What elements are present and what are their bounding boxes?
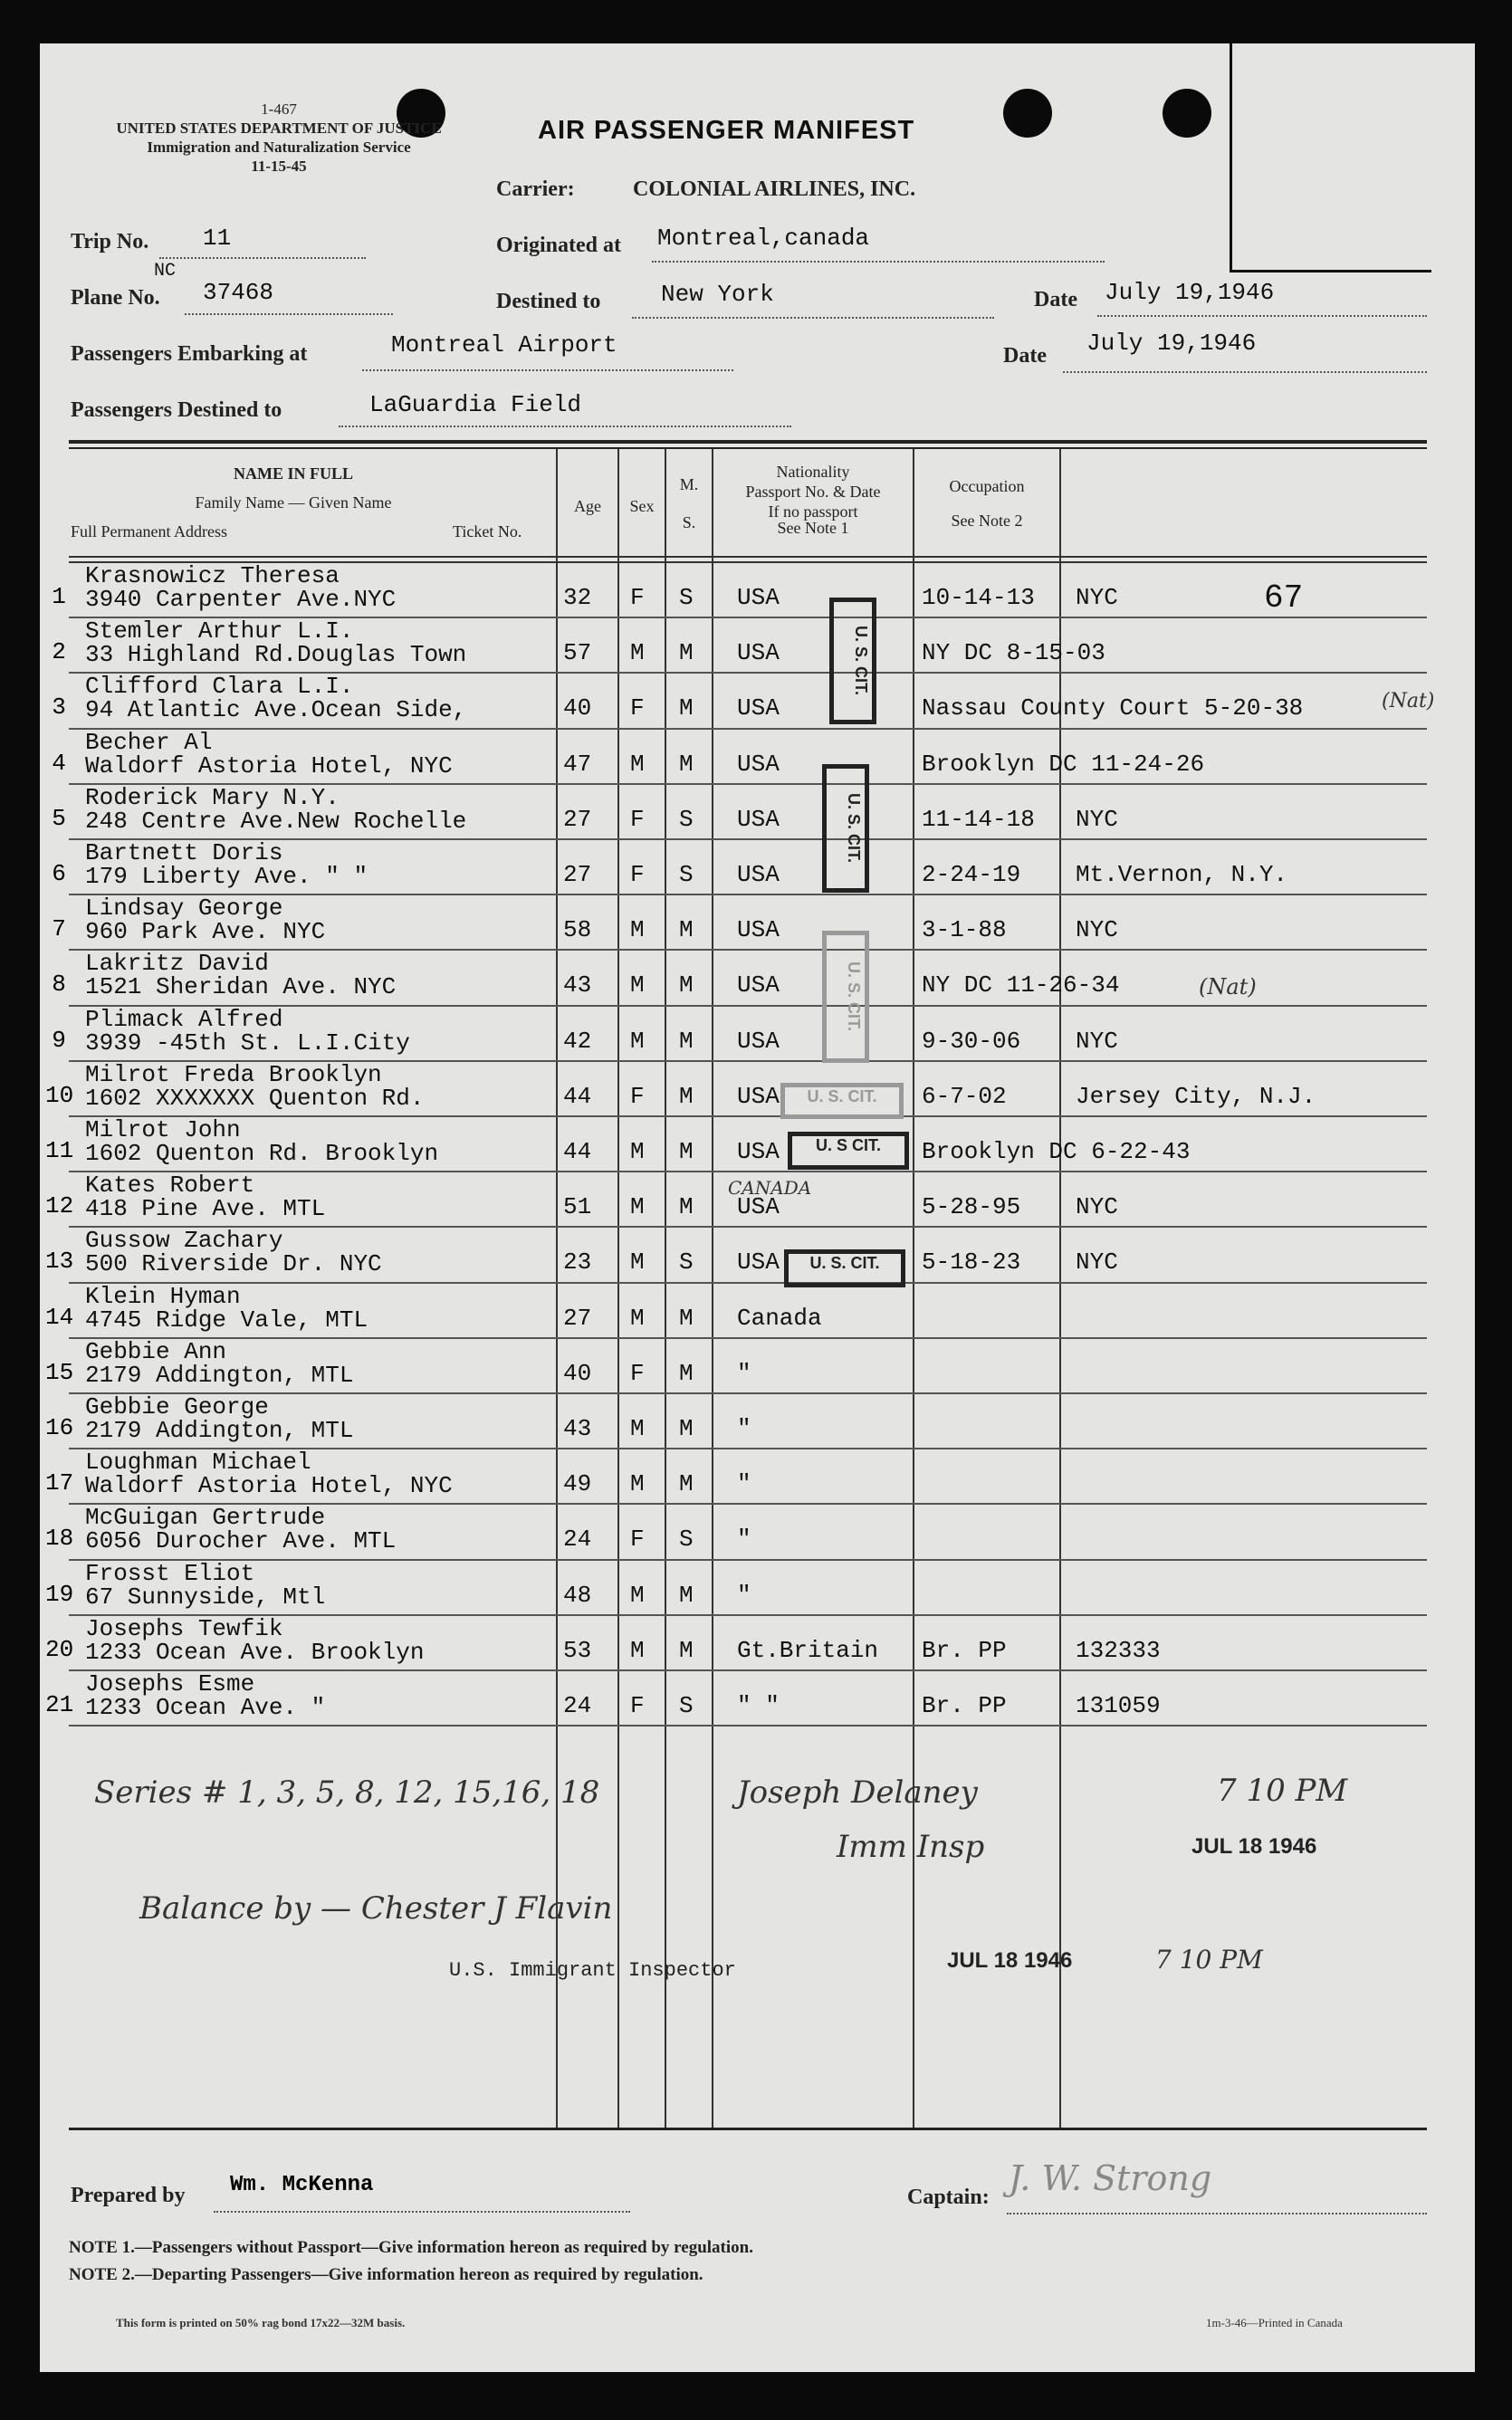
passenger-address: 33 Highland Rd.Douglas Town bbox=[85, 641, 467, 669]
passenger-occupation: Brooklyn DC 11-24-26 bbox=[922, 750, 1205, 778]
passenger-occupation: 6-7-02 bbox=[922, 1082, 1007, 1110]
destined-pass-label: Passengers Destined to bbox=[71, 398, 282, 422]
passenger-address: 960 Park Ave. NYC bbox=[85, 918, 326, 946]
passenger-marital-status: M bbox=[679, 639, 694, 667]
canada-correction: CANADA bbox=[728, 1177, 812, 1199]
table-bottom-border bbox=[69, 2128, 1427, 2130]
inspector-label: U.S. Immigrant Inspector bbox=[449, 1959, 736, 1982]
passenger-nationality: USA bbox=[737, 1082, 780, 1110]
hdr-name-sub: Family Name — Given Name bbox=[195, 493, 392, 512]
row-divider bbox=[69, 949, 1427, 951]
passenger-address: Waldorf Astoria Hotel, NYC bbox=[85, 1472, 453, 1500]
passenger-marital-status: M bbox=[679, 750, 694, 778]
passenger-age: 40 bbox=[563, 1359, 592, 1387]
passenger-name: Loughman Michael bbox=[85, 1449, 311, 1477]
passenger-name: Klein Hyman bbox=[85, 1282, 241, 1310]
passenger-name: McGuigan Gertrude bbox=[85, 1504, 326, 1532]
corner-box bbox=[1230, 43, 1431, 273]
hdr-address: Full Permanent Address bbox=[71, 522, 227, 540]
row-divider bbox=[69, 1669, 1427, 1671]
passenger-occupation: NY DC 8-15-03 bbox=[922, 639, 1105, 667]
inspector-signature: Joseph Delaney bbox=[737, 1774, 978, 1811]
passenger-address: 500 Riverside Dr. NYC bbox=[85, 1250, 382, 1278]
passenger-sex: M bbox=[630, 1415, 645, 1442]
passenger-nationality: USA bbox=[737, 694, 780, 722]
time-note: 7 10 PM bbox=[1217, 1773, 1348, 1809]
passenger-age: 43 bbox=[563, 971, 592, 1000]
passenger-nationality: USA bbox=[737, 1248, 780, 1277]
passenger-nationality: USA bbox=[737, 805, 780, 833]
passenger-sex: M bbox=[630, 1636, 645, 1664]
passenger-address: 3940 Carpenter Ave.NYC bbox=[85, 586, 397, 613]
row-divider bbox=[69, 1171, 1427, 1172]
row-number: 4 bbox=[52, 749, 66, 777]
passenger-occupation: Brooklyn DC 6-22-43 bbox=[922, 1138, 1191, 1165]
passenger-nationality: Canada bbox=[737, 1304, 822, 1332]
destined-pass-value: LaGuardia Field bbox=[369, 391, 582, 418]
note-1: NOTE 1.—Passengers without Passport—Give information hereon as required by regulation. bbox=[69, 2238, 753, 2257]
hdr-occ: Occupation bbox=[949, 477, 1025, 495]
us-cit-stamp-faint: U. S. CIT. bbox=[822, 931, 869, 1063]
passenger-address: 1233 Ocean Ave. " bbox=[85, 1694, 326, 1721]
row-divider bbox=[69, 1115, 1427, 1117]
table-top-border bbox=[69, 440, 1427, 444]
date1-label: Date bbox=[1034, 288, 1077, 311]
passenger-marital-status: S bbox=[679, 584, 694, 611]
passenger-marital-status: S bbox=[679, 1692, 694, 1719]
passenger-sex: M bbox=[630, 639, 645, 667]
row-number: 7 bbox=[52, 915, 66, 943]
passenger-extra: NYC bbox=[1076, 1027, 1118, 1055]
footer-left: This form is printed on 50% rag bond 17x22—32M basis. bbox=[116, 2316, 406, 2329]
passenger-marital-status: M bbox=[679, 1636, 694, 1664]
row-number: 9 bbox=[52, 1026, 66, 1054]
passenger-age: 53 bbox=[563, 1636, 592, 1664]
passenger-name: Milrot John bbox=[85, 1116, 241, 1143]
passenger-sex: M bbox=[630, 1027, 645, 1055]
passenger-address: 1602 Quenton Rd. Brooklyn bbox=[85, 1140, 439, 1167]
passenger-nationality: " bbox=[737, 1415, 751, 1442]
passenger-sex: F bbox=[630, 1692, 645, 1719]
passenger-nationality: USA bbox=[737, 639, 780, 667]
passenger-nationality: USA bbox=[737, 1193, 780, 1221]
trip-value: 11 bbox=[203, 225, 232, 252]
passenger-name: Kates Robert bbox=[85, 1172, 255, 1200]
passenger-sex: M bbox=[630, 1138, 645, 1165]
row-divider bbox=[69, 1392, 1427, 1394]
passenger-sex: M bbox=[630, 1248, 645, 1277]
passenger-nationality: USA bbox=[737, 584, 780, 611]
destined-label: Destined to bbox=[496, 290, 601, 313]
passenger-occupation: 9-30-06 bbox=[922, 1027, 1021, 1055]
passenger-nationality: Gt.Britain bbox=[737, 1636, 879, 1664]
row-number: 11 bbox=[45, 1137, 74, 1164]
hdr-nat-4: See Note 1 bbox=[777, 519, 849, 537]
us-cit-stamp: U. S. CIT. bbox=[784, 1249, 905, 1287]
passenger-extra: NYC bbox=[1076, 1248, 1118, 1277]
destined-value: New York bbox=[661, 281, 774, 308]
passenger-name: Lindsay George bbox=[85, 894, 283, 923]
passenger-occupation: Nassau County Court 5-20-38 bbox=[922, 694, 1304, 722]
originated-label: Originated at bbox=[496, 234, 621, 257]
passenger-occupation: 5-28-95 bbox=[922, 1193, 1021, 1221]
passenger-address: 94 Atlantic Ave.Ocean Side, bbox=[85, 696, 467, 724]
passenger-name: Clifford Clara L.I. bbox=[85, 673, 354, 701]
passenger-nationality: " bbox=[737, 1359, 751, 1387]
passenger-marital-status: M bbox=[679, 916, 694, 944]
passenger-address: 3939 -45th St. L.I.City bbox=[85, 1028, 410, 1057]
carrier-label: Carrier: bbox=[496, 177, 575, 201]
nat-note: (Nat) bbox=[1199, 974, 1257, 1000]
hdr-nat-2: Passport No. & Date bbox=[745, 483, 881, 501]
passenger-name: Bartnett Doris bbox=[85, 839, 283, 866]
passenger-sex: F bbox=[630, 1359, 645, 1387]
note-2: NOTE 2.—Departing Passengers—Give information hereon as required by regulation. bbox=[69, 2265, 703, 2284]
passenger-nationality: USA bbox=[737, 750, 780, 778]
passenger-marital-status: M bbox=[679, 1193, 694, 1221]
row-number: 10 bbox=[45, 1081, 74, 1109]
agency-block bbox=[71, 100, 487, 176]
hdr-age: Age bbox=[574, 497, 601, 515]
passenger-nationality: " bbox=[737, 1526, 751, 1554]
balance-note: Balance by — Chester J Flavin bbox=[139, 1890, 613, 1927]
col-divider bbox=[617, 449, 619, 2128]
passenger-name: Becher Al bbox=[85, 728, 213, 756]
passenger-marital-status: M bbox=[679, 694, 694, 722]
passenger-age: 27 bbox=[563, 1304, 592, 1332]
department: UNITED STATES DEPARTMENT OF JUSTICE bbox=[116, 120, 442, 137]
passenger-age: 57 bbox=[563, 639, 592, 667]
passenger-name: Josephs Tewfik bbox=[85, 1614, 283, 1642]
row-number: 13 bbox=[45, 1248, 74, 1276]
hdr-ticket: Ticket No. bbox=[453, 522, 522, 540]
passenger-age: 27 bbox=[563, 805, 592, 833]
passenger-name: Gebbie George bbox=[85, 1393, 269, 1420]
date-stamp: JUL 18 1946 bbox=[947, 1948, 1073, 1973]
passenger-marital-status: M bbox=[679, 1082, 694, 1110]
passenger-marital-status: M bbox=[679, 971, 694, 1000]
punch-hole bbox=[1003, 89, 1052, 138]
passenger-extra: NYC bbox=[1076, 584, 1118, 611]
passenger-address: 2179 Addington, MTL bbox=[85, 1361, 354, 1389]
embarking-value: Montreal Airport bbox=[391, 331, 617, 359]
passenger-name: Roderick Mary N.Y. bbox=[85, 783, 340, 811]
passenger-nationality: USA bbox=[737, 971, 780, 1000]
passenger-sex: F bbox=[630, 1082, 645, 1110]
passenger-age: 23 bbox=[563, 1248, 592, 1277]
passenger-extra: NYC bbox=[1076, 916, 1118, 944]
passenger-marital-status: M bbox=[679, 1138, 694, 1165]
date2-label: Date bbox=[1003, 344, 1047, 368]
passenger-occupation: Br. PP bbox=[922, 1692, 1007, 1719]
row-divider bbox=[69, 1559, 1427, 1561]
passenger-nationality: " " bbox=[737, 1692, 780, 1719]
carrier-value: COLONIAL AIRLINES, INC. bbox=[633, 177, 916, 201]
row-number: 18 bbox=[45, 1525, 74, 1553]
passenger-sex: F bbox=[630, 861, 645, 888]
form-date: 11-15-45 bbox=[251, 158, 307, 175]
col-divider bbox=[913, 449, 914, 2128]
passenger-nationality: USA bbox=[737, 861, 780, 888]
passenger-occupation: Br. PP bbox=[922, 1636, 1007, 1664]
passenger-marital-status: S bbox=[679, 805, 694, 833]
row-divider bbox=[69, 1337, 1427, 1339]
plane-prefix: NC bbox=[154, 261, 177, 282]
passenger-marital-status: M bbox=[679, 1581, 694, 1609]
passenger-age: 27 bbox=[563, 861, 592, 888]
passenger-address: 67 Sunnyside, Mtl bbox=[85, 1583, 326, 1611]
passenger-extra: Mt.Vernon, N.Y. bbox=[1076, 861, 1288, 888]
row-number: 5 bbox=[52, 804, 66, 832]
passenger-marital-status: M bbox=[679, 1359, 694, 1387]
passenger-sex: M bbox=[630, 1470, 645, 1498]
table-top-border-2 bbox=[69, 447, 1427, 449]
passenger-age: 42 bbox=[563, 1027, 592, 1055]
footer-right: 1m-3-46—Printed in Canada bbox=[1206, 2316, 1343, 2329]
row-divider bbox=[69, 728, 1427, 730]
captain-signature: J. W. Strong bbox=[1009, 2158, 1212, 2198]
passenger-name: Stemler Arthur L.I. bbox=[85, 617, 354, 646]
passenger-nationality: " bbox=[737, 1470, 751, 1498]
passenger-sex: F bbox=[630, 805, 645, 833]
passenger-age: 32 bbox=[563, 584, 592, 611]
passenger-extra: Jersey City, N.J. bbox=[1076, 1082, 1316, 1110]
row-number: 20 bbox=[45, 1635, 74, 1663]
passenger-age: 58 bbox=[563, 916, 592, 944]
passenger-age: 24 bbox=[563, 1692, 592, 1719]
col-divider bbox=[556, 449, 558, 2128]
passenger-extra: NYC bbox=[1076, 805, 1118, 833]
passenger-name: Gussow Zachary bbox=[85, 1227, 283, 1255]
passenger-age: 44 bbox=[563, 1082, 592, 1110]
us-cit-stamp-faint: U. S. CIT. bbox=[780, 1083, 904, 1119]
time-note: 7 10 PM bbox=[1155, 1945, 1263, 1975]
col-divider bbox=[665, 449, 666, 2128]
passenger-marital-status: S bbox=[679, 1248, 694, 1277]
passenger-age: 49 bbox=[563, 1470, 592, 1498]
us-cit-stamp: U. S. CIT. bbox=[822, 764, 869, 893]
passenger-age: 43 bbox=[563, 1415, 592, 1442]
passenger-address: 1233 Ocean Ave. Brooklyn bbox=[85, 1638, 425, 1666]
row-number: 17 bbox=[45, 1469, 74, 1497]
passenger-address: 1521 Sheridan Ave. NYC bbox=[85, 973, 397, 1001]
trip-line bbox=[159, 230, 366, 259]
passenger-occupation: NY DC 11-26-34 bbox=[922, 971, 1120, 1000]
passenger-nationality: USA bbox=[737, 1027, 780, 1055]
hdr-occ-2: See Note 2 bbox=[951, 512, 1023, 530]
passenger-name: Plimack Alfred bbox=[85, 1005, 283, 1033]
date-stamp: JUL 18 1946 bbox=[1191, 1834, 1317, 1859]
passenger-name: Frosst Eliot bbox=[85, 1559, 255, 1587]
col-divider bbox=[712, 449, 713, 2128]
row-number: 14 bbox=[45, 1303, 74, 1331]
row-divider bbox=[69, 1282, 1427, 1284]
passenger-age: 24 bbox=[563, 1526, 592, 1554]
originated-value: Montreal,canada bbox=[657, 225, 870, 252]
row-number: 19 bbox=[45, 1580, 74, 1608]
passenger-age: 44 bbox=[563, 1138, 592, 1165]
passenger-name: Krasnowicz Theresa bbox=[85, 562, 340, 589]
hdr-nat: Nationality bbox=[776, 463, 850, 481]
passenger-age: 40 bbox=[563, 694, 592, 722]
passenger-address: Waldorf Astoria Hotel, NYC bbox=[85, 751, 453, 780]
hdr-name: NAME IN FULL bbox=[233, 464, 353, 483]
passenger-sex: M bbox=[630, 1304, 645, 1332]
passenger-address: 4745 Ridge Vale, MTL bbox=[85, 1306, 368, 1334]
row-number: 12 bbox=[45, 1192, 74, 1220]
passenger-nationality: " bbox=[737, 1581, 751, 1609]
row-number: 6 bbox=[52, 860, 66, 887]
hdr-sex: Sex bbox=[629, 497, 655, 515]
passenger-marital-status: M bbox=[679, 1415, 694, 1442]
plane-value: 37468 bbox=[203, 279, 274, 306]
inspector-title-hand: Imm Insp bbox=[837, 1829, 985, 1865]
date1-value: July 19,1946 bbox=[1105, 279, 1275, 306]
passenger-extra: NYC bbox=[1076, 1193, 1118, 1221]
row-divider bbox=[69, 1725, 1427, 1727]
nat-note: (Nat) bbox=[1382, 690, 1435, 713]
row-number: 15 bbox=[45, 1358, 74, 1386]
passenger-address: 179 Liberty Ave. " " bbox=[85, 863, 368, 890]
trip-label: Trip No. bbox=[71, 230, 149, 253]
passenger-marital-status: M bbox=[679, 1470, 694, 1498]
passenger-sex: F bbox=[630, 584, 645, 611]
form-number: 1-467 bbox=[261, 100, 297, 118]
passenger-name: Josephs Esme bbox=[85, 1670, 255, 1698]
hdr-nat-3: If no passport bbox=[768, 502, 858, 521]
passenger-address: 418 Pine Ave. MTL bbox=[85, 1195, 326, 1223]
us-cit-stamp: U. S. CIT. bbox=[829, 598, 876, 724]
passenger-sex: M bbox=[630, 1581, 645, 1609]
row-number: 3 bbox=[52, 693, 66, 722]
passenger-occupation: 11-14-18 bbox=[922, 805, 1035, 833]
passenger-extra: 131059 bbox=[1076, 1692, 1161, 1719]
passenger-address: 6056 Durocher Ave. MTL bbox=[85, 1527, 397, 1555]
passenger-sex: M bbox=[630, 750, 645, 778]
passenger-sex: F bbox=[630, 694, 645, 722]
series-note: Series # 1, 3, 5, 8, 12, 15,16, 18 bbox=[94, 1774, 600, 1811]
row-number: 21 bbox=[45, 1691, 74, 1718]
passenger-age: 51 bbox=[563, 1193, 592, 1221]
passenger-name: Gebbie Ann bbox=[85, 1337, 227, 1365]
passenger-occupation: 10-14-13 bbox=[922, 584, 1035, 611]
row-number: 2 bbox=[52, 638, 66, 666]
manifest-sheet bbox=[40, 43, 1475, 2372]
hdr-ms-2: S. bbox=[682, 513, 696, 531]
passenger-marital-status: M bbox=[679, 1304, 694, 1332]
passenger-address: 1602 XXXXXXX Quenton Rd. bbox=[85, 1084, 425, 1112]
passenger-sex: M bbox=[630, 1193, 645, 1221]
embarking-label: Passengers Embarking at bbox=[71, 342, 308, 366]
row-number: 1 bbox=[52, 583, 66, 610]
prepared-label: Prepared by bbox=[71, 2184, 186, 2207]
passenger-occupation: 5-18-23 bbox=[922, 1248, 1021, 1277]
passenger-age: 47 bbox=[563, 750, 592, 778]
date2-value: July 19,1946 bbox=[1086, 330, 1257, 357]
captain-label: Captain: bbox=[907, 2186, 990, 2209]
passenger-occupation: 2-24-19 bbox=[922, 861, 1021, 888]
passenger-name: Lakritz David bbox=[85, 950, 269, 978]
passenger-nationality: USA bbox=[737, 916, 780, 944]
punch-hole bbox=[1163, 89, 1211, 138]
passenger-sex: M bbox=[630, 971, 645, 1000]
row-number: 16 bbox=[45, 1414, 74, 1441]
hdr-ms: M. bbox=[679, 475, 699, 493]
passenger-nationality: USA bbox=[737, 1138, 780, 1165]
passenger-sex: M bbox=[630, 916, 645, 944]
passenger-name: Milrot Freda Brooklyn bbox=[85, 1060, 382, 1088]
passenger-marital-status: S bbox=[679, 861, 694, 888]
plane-label: Plane No. bbox=[71, 286, 160, 310]
service: Immigration and Naturalization Service bbox=[147, 139, 411, 156]
table-header-bottom bbox=[69, 556, 1427, 558]
passenger-extra: 132333 bbox=[1076, 1636, 1161, 1664]
page-title: AIR PASSENGER MANIFEST bbox=[538, 116, 915, 145]
us-cit-stamp: U. S CIT. bbox=[788, 1132, 909, 1170]
prepared-value: Wm. McKenna bbox=[230, 2173, 374, 2197]
passenger-sex: F bbox=[630, 1526, 645, 1554]
passenger-address: 2179 Addington, MTL bbox=[85, 1417, 354, 1444]
row-number: 8 bbox=[52, 971, 66, 999]
passenger-marital-status: M bbox=[679, 1027, 694, 1055]
passenger-address: 248 Centre Ave.New Rochelle bbox=[85, 807, 467, 835]
passenger-age: 48 bbox=[563, 1581, 592, 1609]
corner-number: 67 bbox=[1264, 579, 1304, 617]
passenger-marital-status: S bbox=[679, 1526, 694, 1554]
passenger-occupation: 3-1-88 bbox=[922, 916, 1007, 944]
